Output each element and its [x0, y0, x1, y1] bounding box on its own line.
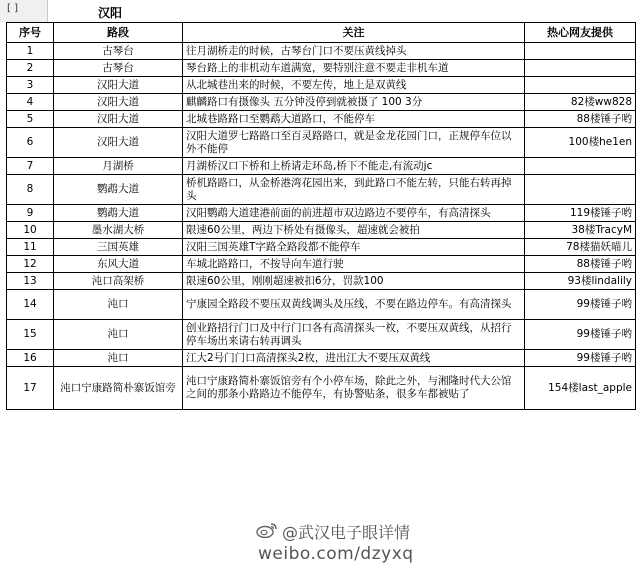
row-index-cell: 8: [7, 175, 54, 205]
row-index-cell: 1: [7, 43, 54, 60]
row-road-cell: 汉阳大道: [54, 111, 183, 128]
traffic-camera-table: [6, 22, 636, 410]
row-note-cell: 创业路招行门口及中行门口各有高清探头一枚，不要压双黄线，从招行停车场出来请右转再调头: [183, 320, 525, 350]
row-index-cell: 4: [7, 94, 54, 111]
row-road-cell: 沌口: [54, 320, 183, 350]
row-contributor-cell: [525, 158, 636, 175]
row-road-cell: 汉阳大道: [54, 128, 183, 158]
row-road-cell: 鹦鹉大道: [54, 175, 183, 205]
row-road-cell: 东风大道: [54, 256, 183, 273]
row-index-cell: 14: [7, 290, 54, 320]
row-index-cell: 15: [7, 320, 54, 350]
table-row: [7, 158, 636, 175]
row-index-cell: 13: [7, 273, 54, 290]
row-index-cell: 12: [7, 256, 54, 273]
row-road-cell: 沌口: [54, 350, 183, 367]
row-road-cell: 鹦鹉大道: [54, 205, 183, 222]
row-note-cell: 限速60公里，刚刚超速被扣6分，罚款100: [183, 273, 525, 290]
corner-label: [ ]: [7, 3, 18, 14]
row-note-cell: 从北城巷出来的时候，不要左传，地上是双黄线: [183, 77, 525, 94]
header-contributor: 热心网友提供: [525, 23, 636, 43]
row-contributor-cell: 99楼锤子哟: [525, 290, 636, 320]
row-contributor-cell: 88楼锤子哟: [525, 256, 636, 273]
table-row: [7, 60, 636, 77]
table-row: [7, 111, 636, 128]
row-contributor-cell: 38楼TracyM: [525, 222, 636, 239]
table-row: [7, 94, 636, 111]
row-note-cell: 琴台路上的非机动车道满宽，要特别注意不要走非机车道: [183, 60, 525, 77]
row-index-cell: 6: [7, 128, 54, 158]
row-note-cell: 车城北路路口，不按导向车道行驶: [183, 256, 525, 273]
table-row: [7, 175, 636, 205]
row-index-cell: 7: [7, 158, 54, 175]
row-note-cell: 汉阳大道罗七路路口至百灵路路口，就是金龙花园门口，正规停车位以外不能停: [183, 128, 525, 158]
row-note-cell: 汉阳鹦鹉大道建港前面的前进超市双边路边不要停车，有高清探头: [183, 205, 525, 222]
row-note-cell: 限速60公里，两边下桥处有摄像头，超速就会被拍: [183, 222, 525, 239]
row-note-cell: 麒麟路口有摄像头 五分钟没停到就被摄了 100 3分: [183, 94, 525, 111]
row-road-cell: 月湖桥: [54, 158, 183, 175]
row-note-cell: 桥机路路口，从金桥港湾花园出来，到此路口不能左转，只能右转再掉头: [183, 175, 525, 205]
row-contributor-cell: 100楼he1en: [525, 128, 636, 158]
row-contributor-cell: [525, 77, 636, 94]
row-road-cell: 沌口: [54, 290, 183, 320]
row-note-cell: 月湖桥汉口下桥和上桥请走环岛,桥下不能走,有流动jc: [183, 158, 525, 175]
weibo-url: weibo.com/dzyxq: [258, 544, 414, 564]
row-contributor-cell: 78楼猫妖喵儿: [525, 239, 636, 256]
table-row: [7, 205, 636, 222]
row-contributor-cell: 119楼锤子哟: [525, 205, 636, 222]
row-road-cell: 沌口高架桥: [54, 273, 183, 290]
table-row: [7, 273, 636, 290]
row-note-cell: 宁康园全路段不要压双黄线调头及压线，不要在路边停车。有高清探头: [183, 290, 525, 320]
table-row: [7, 239, 636, 256]
select-all-corner[interactable]: [0, 0, 48, 22]
row-contributor-cell: [525, 175, 636, 205]
table-row: [7, 320, 636, 350]
row-index-cell: 17: [7, 367, 54, 410]
table-row: [7, 77, 636, 94]
row-contributor-cell: 154楼last_apple: [525, 367, 636, 410]
row-road-cell: 沌口宁康路简朴寨饭馆旁: [54, 367, 183, 410]
row-index-cell: 10: [7, 222, 54, 239]
header-note: 关注: [183, 23, 525, 43]
row-index-cell: 5: [7, 111, 54, 128]
weibo-logo-icon: [256, 522, 278, 538]
weibo-handle: @武汉电子眼详情: [282, 523, 411, 542]
row-note-cell: 沌口宁康路简朴寨饭馆旁有个小停车场，除此之外，与湘隆时代大公馆之间的那条小路路边不能停车，有协警贴条，很多车都被贴了: [183, 367, 525, 410]
table-row: [7, 350, 636, 367]
row-index-cell: 3: [7, 77, 54, 94]
row-note-cell: 北城巷路路口至鹦鹉大道路口，不能停车: [183, 111, 525, 128]
header-index: 序号: [7, 23, 54, 43]
table-row: [7, 367, 636, 410]
row-contributor-cell: 99楼锤子哟: [525, 320, 636, 350]
row-index-cell: 11: [7, 239, 54, 256]
row-road-cell: 三国英雄: [54, 239, 183, 256]
row-contributor-cell: [525, 43, 636, 60]
row-contributor-cell: [525, 60, 636, 77]
header-road: 路段: [54, 23, 183, 43]
region-title: 汉阳: [98, 6, 123, 20]
table-row: [7, 290, 636, 320]
row-index-cell: 2: [7, 60, 54, 77]
table-row: [7, 128, 636, 158]
row-road-cell: 汉阳大道: [54, 94, 183, 111]
row-road-cell: 墨水湖大桥: [54, 222, 183, 239]
table-row: [7, 256, 636, 273]
row-road-cell: 汉阳大道: [54, 77, 183, 94]
row-road-cell: 古琴台: [54, 43, 183, 60]
row-contributor-cell: 88楼锤子哟: [525, 111, 636, 128]
row-contributor-cell: 93楼lindalily: [525, 273, 636, 290]
table-row: [7, 43, 636, 60]
row-note-cell: 汉阳三国英雄T字路全路段都不能停车: [183, 239, 525, 256]
row-index-cell: 16: [7, 350, 54, 367]
row-index-cell: 9: [7, 205, 54, 222]
row-road-cell: 古琴台: [54, 60, 183, 77]
row-contributor-cell: 82楼ww828: [525, 94, 636, 111]
row-contributor-cell: 99楼锤子哟: [525, 350, 636, 367]
table-row: [7, 222, 636, 239]
row-note-cell: 往月湖桥走的时候，古琴台门口不要压黄线掉头: [183, 43, 525, 60]
row-note-cell: 江大2号门门口高清探头2枚，进出江大不要压双黄线: [183, 350, 525, 367]
table-header-row: [7, 23, 636, 43]
sheet-header-bar: [0, 0, 641, 22]
